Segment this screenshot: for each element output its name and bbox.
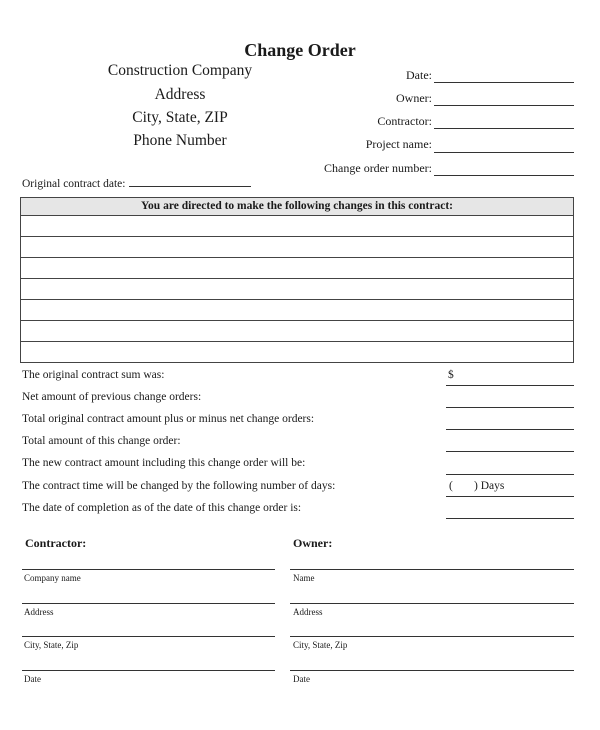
changes-row-4[interactable] xyxy=(21,279,573,300)
total-this-label: Total amount of this change order: xyxy=(22,435,181,447)
date-label: Date: xyxy=(406,68,432,82)
contractor-company-name-label: Company name xyxy=(24,573,81,583)
contractor-date-field[interactable] xyxy=(22,670,275,671)
total-this-field[interactable] xyxy=(446,451,574,452)
contractor-company-name-field[interactable] xyxy=(22,569,275,570)
company-city: City, State, ZIP xyxy=(132,109,228,126)
original-contract-date-label: Original contract date: xyxy=(22,178,126,190)
total-original-label: Total original contract amount plus or minus net change orders: xyxy=(22,413,315,425)
owner-signature-heading: Owner: xyxy=(293,536,333,550)
time-change-label: The contract time will be changed by the following number of days: xyxy=(22,480,336,492)
original-contract-date-field[interactable] xyxy=(129,178,251,187)
net-previous-field[interactable] xyxy=(446,407,574,408)
new-amount-field[interactable] xyxy=(446,474,574,475)
company-address: Address xyxy=(154,86,206,103)
changes-row-5[interactable] xyxy=(21,300,573,321)
owner-label: Owner: xyxy=(396,91,432,105)
original-sum-label: The original contract sum was: xyxy=(22,369,165,381)
completion-date-field[interactable] xyxy=(446,518,574,519)
owner-field[interactable] xyxy=(434,105,574,106)
new-amount-label: The new contract amount including this change order will be: xyxy=(22,457,306,469)
contractor-field[interactable] xyxy=(434,128,574,129)
project-name-field[interactable] xyxy=(434,152,574,153)
owner-name-label: Name xyxy=(293,573,315,583)
owner-city-field[interactable] xyxy=(290,636,574,637)
changes-row-1[interactable] xyxy=(21,216,573,237)
completion-date-label: The date of completion as of the date of this change order is: xyxy=(22,502,302,514)
total-original-field[interactable] xyxy=(446,429,574,430)
date-field[interactable] xyxy=(434,82,574,83)
changes-row-6[interactable] xyxy=(21,321,573,342)
project-name-label: Project name: xyxy=(365,137,432,151)
net-previous-label: Net amount of previous change orders: xyxy=(22,391,202,403)
change-order-number-field[interactable] xyxy=(434,175,574,176)
dollar-sign: $ xyxy=(448,369,454,381)
company-name: Construction Company xyxy=(107,62,253,79)
changes-row-3[interactable] xyxy=(21,258,573,279)
owner-date-field[interactable] xyxy=(290,670,574,671)
time-change-field[interactable] xyxy=(446,496,574,497)
changes-row-2[interactable] xyxy=(21,237,573,258)
contractor-address-label: Address xyxy=(24,607,54,617)
original-sum-field[interactable] xyxy=(446,385,574,386)
changes-table xyxy=(20,197,574,363)
contractor-city-field[interactable] xyxy=(22,636,275,637)
contractor-city-label: City, State, Zip xyxy=(24,640,79,650)
days-text: ) Days xyxy=(474,480,505,492)
changes-row-7[interactable] xyxy=(21,342,573,362)
changes-table-heading: You are directed to make the following changes in this contract: xyxy=(21,198,573,216)
owner-city-label: City, State, Zip xyxy=(293,640,348,650)
company-phone: Phone Number xyxy=(133,132,227,149)
contractor-label: Contractor: xyxy=(377,114,432,128)
owner-address-label: Address xyxy=(293,607,323,617)
original-contract-date xyxy=(22,178,251,190)
owner-address-field[interactable] xyxy=(290,603,574,604)
contractor-signature-heading: Contractor: xyxy=(25,536,87,550)
contractor-address-field[interactable] xyxy=(22,603,275,604)
contractor-date-label: Date xyxy=(24,674,41,684)
page-title: Change Order xyxy=(244,40,356,60)
change-order-number-label: Change order number: xyxy=(324,161,432,175)
owner-date-label: Date xyxy=(293,674,310,684)
days-open-paren: ( xyxy=(449,480,453,492)
owner-name-field[interactable] xyxy=(290,569,574,570)
